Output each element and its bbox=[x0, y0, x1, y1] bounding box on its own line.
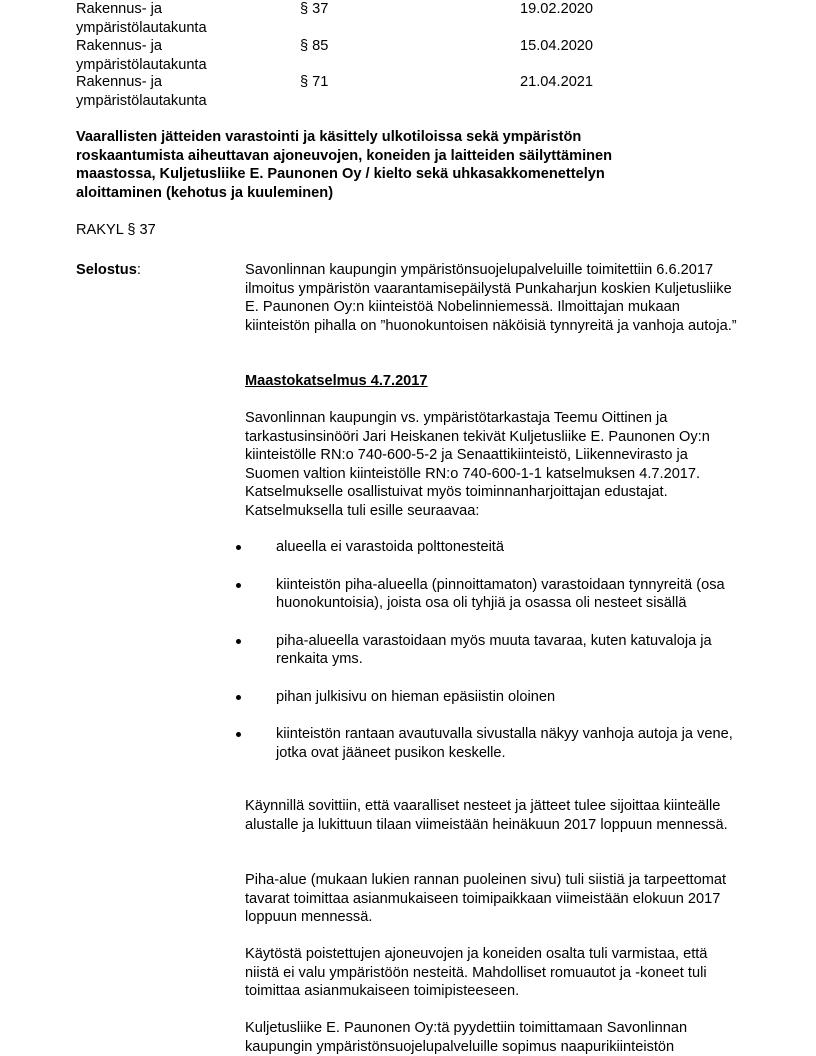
section-reference: RAKYL § 37 bbox=[76, 222, 156, 238]
history-section: § 37 bbox=[300, 1, 329, 17]
history-date: 21.04.2021 bbox=[520, 74, 594, 90]
history-date: 15.04.2020 bbox=[520, 38, 594, 54]
finding-text: pihan julkisivu on hieman epäsiistin oloinen bbox=[276, 688, 556, 705]
history-row bbox=[76, 37, 776, 74]
list-item bbox=[230, 632, 750, 669]
finding-text: kiinteistön piha-alueella (pinnoittamaton) varastoidaan tynnyreitä (osa huonokuntoisia), joista osa oli tyhjiä ja osassa oli nesteet sisällä bbox=[276, 576, 725, 611]
agreement-paragraph-3: Käytöstä poistettujen ajoneuvojen ja koneiden osalta tuli varmistaa, että niistä ei valu ympäristöön nesteitä. Mahdolliset romuautot ja -koneet tuli toimittaa asianmukaiseen toimipisteeseen. bbox=[245, 946, 708, 999]
history-body: Rakennus- ja ympäristölautakunta bbox=[76, 1, 207, 36]
list-item bbox=[230, 576, 750, 613]
inspection-heading: Maastokatselmus 4.7.2017 bbox=[245, 373, 428, 389]
agreement-paragraph-1: Käynnillä sovittiin, että vaaralliset nesteet ja jätteet tulee sijoittaa kiinteälle alustalle ja lukittuun tilaan viimeistään heinäkuun 2017 loppuun mennessä. bbox=[245, 798, 728, 833]
inspection-paragraph: Savonlinnan kaupungin vs. ympäristötarkastaja Teemu Oittinen ja tarkastusinsinööri Jari Heiskanen tekivät Kuljetusliike E. Paunonen Oy:n kiinteistölle RN:o 740-600-5-2 ja Senaattikiinteistö, Liikennevirasto ja Suomen valtion kiinteistölle RN:o 740-600-1-1 katselmuksen 4.7.2017. Katselmukselle osallistuivat myös toiminnanharjoittajan edustajat. Katselmuksella tuli esille seuraavaa: bbox=[245, 410, 710, 519]
list-item bbox=[230, 688, 750, 707]
selostus-label bbox=[76, 261, 141, 280]
finding-text: alueella ei varastoida polttonesteitä bbox=[276, 539, 504, 555]
history-section: § 71 bbox=[300, 74, 329, 90]
finding-text: piha-alueella varastoidaan myös muuta tavaraa, kuten katuvaloja ja renkaita yms. bbox=[276, 632, 712, 667]
selostus-label-text: Selostus bbox=[76, 262, 137, 278]
history-date: 19.02.2020 bbox=[520, 1, 594, 17]
agreement-paragraph-2: Piha-alue (mukaan lukien rannan puoleinen sivu) tuli siistiä ja tarpeettomat tavarat toimittaa asianmukaiseen toimipaikkaan viimeistään elokuun 2017 loppuun mennessä. bbox=[245, 872, 727, 925]
bullet-icon bbox=[236, 695, 241, 700]
item-title: Vaarallisten jätteiden varastointi ja käsittely ulkotiloissa sekä ympäristön roskaantumista aiheuttavan ajoneuvojen, koneiden ja laitteiden säilyttäminen maastossa, Kuljetusliike E. Paunonen Oy / kielto sekä uhkasakkomenettelyn aloittaminen (kehotus ja kuuleminen) bbox=[76, 129, 613, 201]
list-item bbox=[230, 538, 750, 557]
bullet-icon bbox=[236, 732, 241, 737]
intro-paragraph: Savonlinnan kaupungin ympäristönsuojelupalveluille toimitettiin 6.6.2017 ilmoitus ympäristön vaarantamisepäilystä Punkaharjun koskien Kuljetusliike E. Paunonen Oy:n kiinteistöä Nobelinniemessä. Ilmoittajan mukaan kiinteistön pihalla on ”huonokuntoisen näköisiä tynnyreitä ja vanhoja autoja.” bbox=[245, 262, 737, 334]
bullet-icon bbox=[236, 639, 241, 644]
history-row bbox=[76, 0, 776, 37]
history-body: Rakennus- ja ympäristölautakunta bbox=[76, 74, 207, 109]
list-item bbox=[230, 725, 750, 762]
finding-text: kiinteistön rantaan avautuvalla sivustalla näkyy vanhoja autoja ja vene, jotka ovat jääneet pusikon keskelle. bbox=[276, 726, 733, 761]
history-body: Rakennus- ja ympäristölautakunta bbox=[76, 38, 207, 73]
history-row bbox=[76, 73, 776, 110]
history-section: § 85 bbox=[300, 38, 329, 54]
bullet-icon bbox=[236, 583, 241, 588]
selostus-colon: : bbox=[136, 262, 141, 278]
bullet-icon bbox=[236, 545, 241, 550]
findings-list bbox=[230, 538, 750, 762]
agreement-paragraph-4: Kuljetusliike E. Paunonen Oy:tä pyydettiin toimittamaan Savonlinnan kaupungin ympäristönsuojelupalveluille sopimus naapurikiinteistön bbox=[245, 1020, 688, 1055]
